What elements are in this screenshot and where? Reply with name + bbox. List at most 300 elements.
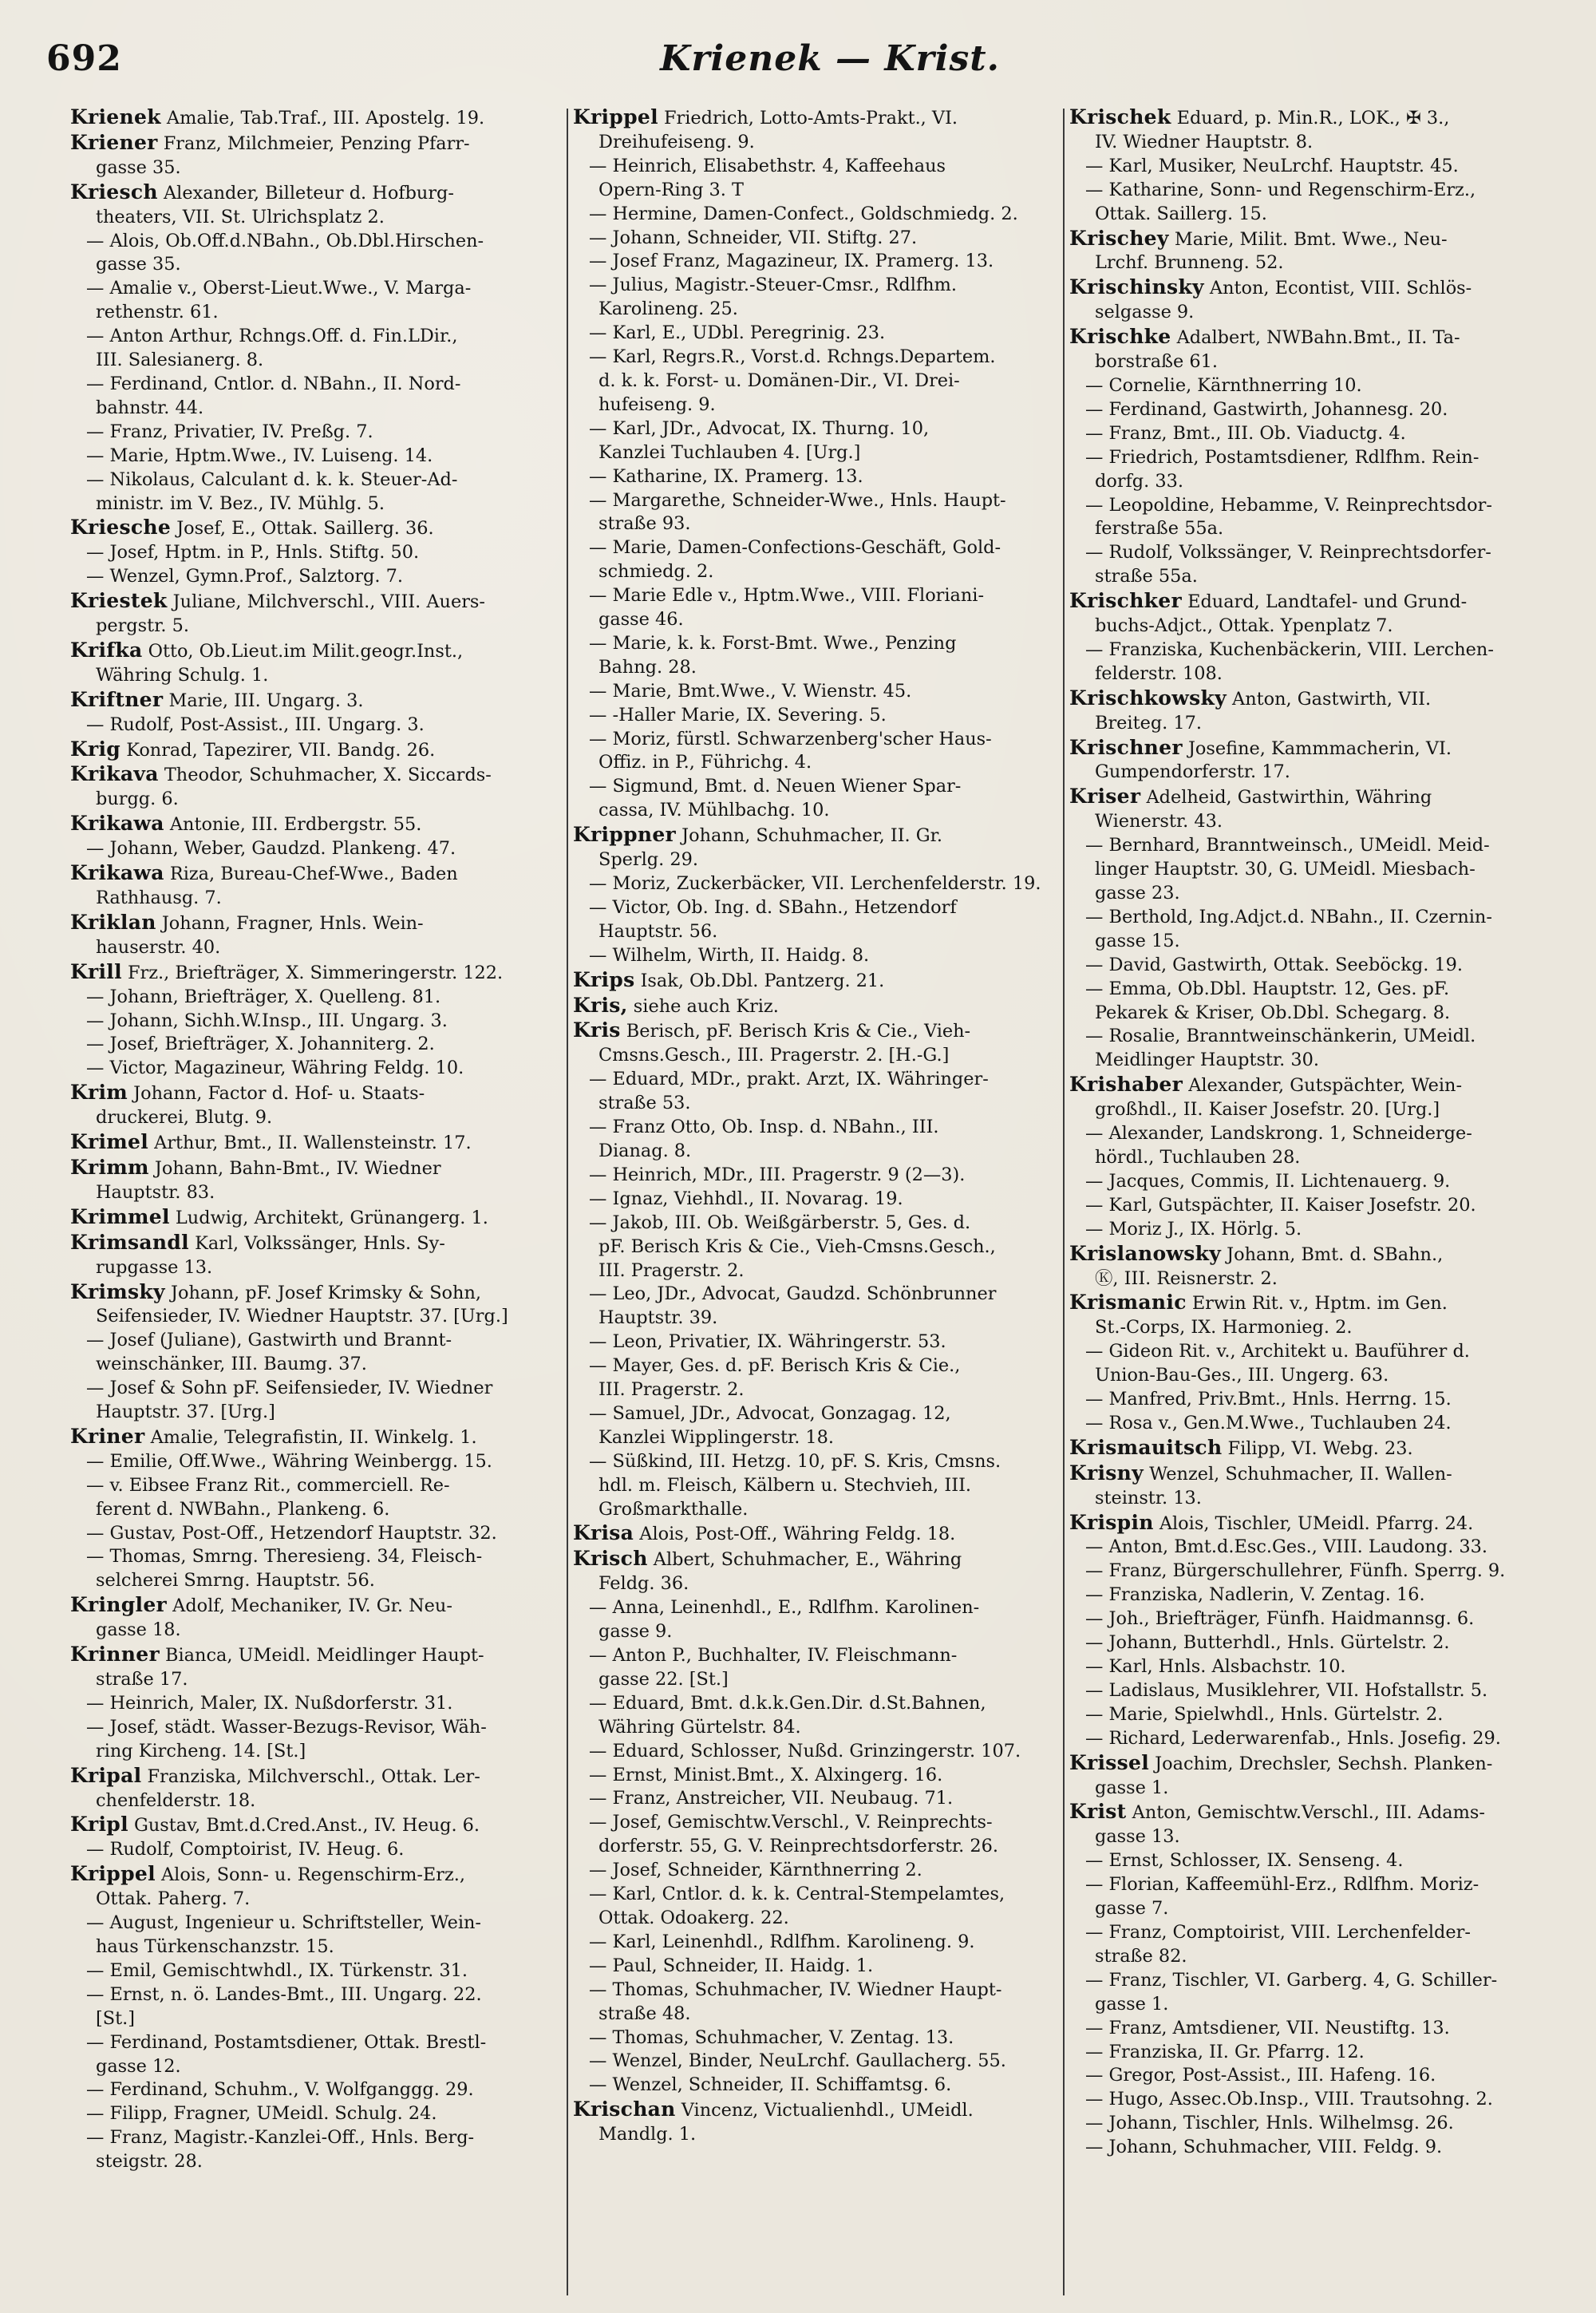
directory-entry-line <box>70 1912 578 1935</box>
entry-text: Opern-Ring 3. T <box>598 179 744 200</box>
directory-entry-line <box>1069 1584 1577 1607</box>
surname: Kriklan <box>70 910 156 934</box>
entry-text: — Anton, Bmt.d.Esc.Ges., VIII. Laudong. 33. <box>1085 1536 1487 1558</box>
entry-text: — Johann, Briefträger, X. Quelleng. 81. <box>86 986 441 1007</box>
directory-entry-head <box>70 861 578 887</box>
entry-text: Berisch, pF. Berisch Kris & Cie., Vieh- <box>620 1021 971 1042</box>
directory-entry-line <box>573 1668 1080 1692</box>
entry-text: — Wilhelm, Wirth, II. Haidg. 8. <box>589 944 870 966</box>
entry-text: — Johann, Weber, Gaudzd. Plankeng. 47. <box>86 838 456 860</box>
entry-text: — Karl, Musiker, NeuLrchf. Hauptstr. 45. <box>1085 155 1459 176</box>
directory-entry-line <box>70 230 578 254</box>
entry-text: — Franz, Anstreicher, VII. Neubaug. 71. <box>589 1788 954 1809</box>
surname: Kriestek <box>70 589 168 613</box>
entry-text: — Ignaz, Viehhdl., II. Novarag. 19. <box>589 1188 903 1209</box>
entry-text: — Moriz, Zuckerbäcker, VII. Lerchenfelderstr. 19. <box>589 873 1041 894</box>
directory-entry-line <box>1069 422 1577 446</box>
entry-text: straße 17. <box>96 1669 188 1690</box>
surname: Krischke <box>1069 325 1171 349</box>
directory-entry-line <box>1069 1703 1577 1727</box>
entry-text: Großmarkthalle. <box>598 1498 749 1520</box>
directory-entry-head <box>573 968 1080 994</box>
directory-entry-line <box>573 227 1080 251</box>
directory-entry-line <box>70 1983 578 2007</box>
entry-text: Friedrich, Lotto-Amts-Prakt., VI. <box>658 108 958 128</box>
directory-entry-line <box>573 417 1080 441</box>
entry-text: — Marie, Bmt.Wwe., V. Wienstr. 45. <box>589 680 912 702</box>
entry-text: — Marie, Damen-Confections-Geschäft, Gold- <box>589 537 1001 559</box>
entry-text: — Emilie, Off.Wwe., Währing Weinbergg. 15. <box>86 1450 492 1472</box>
directory-entry-line <box>1069 2041 1577 2065</box>
entry-text: gasse 23. <box>1095 883 1180 903</box>
entry-text: Kanzlei Tuchlauben 4. [Urg.] <box>598 441 861 463</box>
entry-text: Wienerstr. 43. <box>1095 811 1223 832</box>
entry-text: Wenzel, Schuhmacher, II. Wallen- <box>1143 1463 1452 1485</box>
entry-text: — David, Gastwirth, Ottak. Seeböckg. 19. <box>1085 954 1464 975</box>
directory-entry-head <box>70 1813 578 1838</box>
entry-text: Hauptstr. 56. <box>598 920 718 942</box>
entry-text: gasse 7. <box>1095 1898 1169 1920</box>
entry-text: Gustav, Bmt.d.Cred.Anst., IV. Heug. 6. <box>128 1815 480 1837</box>
entry-text: Ottak. Paherg. 7. <box>96 1888 251 1910</box>
entry-text: gasse 35. <box>96 156 181 178</box>
directory-entry-head <box>1069 325 1577 350</box>
entry-text: — Hermine, Damen-Confect., Goldschmiedg. 2. <box>589 203 1018 224</box>
surname: Krispin <box>1069 1510 1154 1534</box>
entry-text: — Ladislaus, Musiklehrer, VII. Hofstallstr. 5. <box>1085 1679 1488 1701</box>
directory-entry-line <box>1069 251 1577 275</box>
directory-entry-line <box>1069 662 1577 686</box>
entry-text: Filipp, VI. Webg. 23. <box>1222 1437 1413 1459</box>
entry-text: — Josef, Briefträger, X. Johanniterg. 2. <box>86 1034 435 1055</box>
surname: Kriesche <box>70 516 172 540</box>
entry-text: — Katharine, Sonn- und Regenschirm-Erz., <box>1085 179 1476 200</box>
directory-entry-line <box>573 751 1080 775</box>
entry-text: pergstr. 5. <box>96 615 189 637</box>
directory-entry-line <box>70 1619 578 1643</box>
directory-entry-line <box>1069 155 1577 179</box>
directory-entry-line <box>70 664 578 688</box>
directory-column-2 <box>573 105 1080 2292</box>
surname: Krischey <box>1069 226 1169 250</box>
directory-entry-line <box>573 179 1080 203</box>
entry-text: Ludwig, Architekt, Grünangerg. 1. <box>169 1207 488 1228</box>
entry-text: — Jacques, Commis, II. Lichtenauerg. 9. <box>1085 1170 1451 1192</box>
directory-entry-line <box>70 1935 578 1959</box>
entry-text: Union-Bau-Ges., III. Ungerg. 63. <box>1095 1365 1389 1386</box>
directory-entry-line <box>1069 131 1577 155</box>
entry-text: — Gregor, Post-Assist., III. Hafeng. 16. <box>1085 2065 1436 2086</box>
directory-entry-line <box>70 1959 578 1983</box>
entry-text: Franziska, Milchverschl., Ottak. Ler- <box>141 1765 480 1787</box>
directory-entry-head <box>1069 686 1577 712</box>
surname: Kripal <box>70 1763 142 1787</box>
surname: Krim <box>70 1081 128 1105</box>
directory-entry-line <box>573 1596 1080 1620</box>
directory-entry-line <box>70 325 578 349</box>
directory-entry-line <box>70 445 578 469</box>
entry-text: — Alexander, Landskrong. 1, Schneiderge- <box>1085 1123 1472 1145</box>
directory-entry-line <box>1069 1873 1577 1897</box>
entry-text: gasse 1. <box>1095 1993 1169 2014</box>
entry-text: — Bernhard, Branntweinsch., UMeidl. Meid- <box>1085 835 1490 856</box>
directory-entry-line <box>573 274 1080 298</box>
directory-entry-line <box>1069 446 1577 470</box>
entry-text: — Karl, Gutspächter, II. Kaiser Josefstr. 20. <box>1085 1194 1476 1216</box>
directory-entry-line <box>1069 1777 1577 1801</box>
entry-text: — Marie Edle v., Hptm.Wwe., VIII. Floriani- <box>589 585 985 607</box>
running-head: Krienek — Krist. <box>660 38 1000 79</box>
entry-text: — Josef & Sohn pF. Seifensieder, IV. Wiedner <box>86 1378 493 1399</box>
entry-text: straße 82. <box>1095 1945 1187 1967</box>
directory-entry-line <box>1069 1631 1577 1655</box>
directory-entry-line <box>70 2078 578 2102</box>
directory-entry-head <box>70 1156 578 1181</box>
entry-text: Johann, Schuhmacher, II. Gr. <box>676 825 943 847</box>
entry-text: — Leopoldine, Hebamme, V. Reinprechtsdor- <box>1085 494 1492 516</box>
directory-entry-head <box>1069 1751 1577 1777</box>
entry-text: Johann, Bmt. d. SBahn., <box>1221 1243 1444 1265</box>
entry-text: — Ernst, Schlosser, IX. Senseng. 4. <box>1085 1850 1404 1872</box>
entry-text: Bianca, UMeidl. Meidlinger Haupt- <box>159 1645 484 1667</box>
directory-entry-line <box>573 584 1080 608</box>
directory-entry-line <box>573 560 1080 584</box>
directory-entry-line <box>1069 1194 1577 1218</box>
entry-text: — Ferdinand, Cntlor. d. NBahn., II. Nord- <box>86 373 461 394</box>
surname: Krippel <box>573 105 658 128</box>
entry-text: Hauptstr. 37. [Urg.] <box>96 1402 275 1423</box>
entry-text: selcherei Smrng. Hauptstr. 56. <box>96 1570 375 1591</box>
entry-text: Riza, Bureau-Chef-Wwe., Baden <box>164 864 458 885</box>
directory-entry-line <box>1069 858 1577 882</box>
entry-text: Franz, Milchmeier, Penzing Pfarr- <box>157 132 470 154</box>
entry-text: dorferstr. 55, G. V. Reinprechtsdorferstr. 26. <box>598 1836 999 1857</box>
entry-text: — Marie, k. k. Forst-Bmt. Wwe., Penzing <box>589 632 957 654</box>
directory-entry-head <box>70 911 578 936</box>
directory-entry-line <box>573 1212 1080 1236</box>
directory-entry-head <box>1069 785 1577 810</box>
directory-entry-line <box>70 1377 578 1401</box>
surname: Krisa <box>573 1521 634 1545</box>
directory-entry-line <box>70 1181 578 1205</box>
directory-entry-line <box>70 1474 578 1498</box>
surname: Krischner <box>1069 735 1183 759</box>
entry-text: — Ernst, Minist.Bmt., X. Alxingerg. 16. <box>589 1764 943 1785</box>
directory-entry-head <box>70 1081 578 1106</box>
directory-entry-line <box>573 632 1080 656</box>
directory-entry-head <box>573 994 1080 1019</box>
directory-entry-line <box>70 1692 578 1716</box>
directory-entry-line <box>573 1354 1080 1378</box>
directory-entry-line <box>70 1522 578 1546</box>
entry-text: — Eduard, MDr., prakt. Arzt, IX. Währinger- <box>589 1069 989 1090</box>
entry-text: Lrchf. Brunneng. 52. <box>1095 252 1284 274</box>
directory-entry-line <box>1069 1002 1577 1026</box>
entry-text: gasse 12. <box>96 2055 181 2077</box>
directory-column-1 <box>70 105 578 2292</box>
surname: Krill <box>70 959 122 983</box>
directory-entry-line <box>70 541 578 565</box>
surname: Krischinsky <box>1069 275 1204 299</box>
directory-entry-head <box>573 2098 1080 2123</box>
directory-entry-line <box>573 1644 1080 1668</box>
entry-text: Adalbert, NWBahn.Bmt., II. Ta- <box>1171 327 1460 349</box>
entry-text: — Karl, Leinenhdl., Rdlfhm. Karolineng. 9. <box>589 1931 975 1952</box>
directory-entry-line <box>573 2074 1080 2098</box>
surname: Krist <box>1069 1800 1127 1824</box>
entry-text: — Rosalie, Branntweinschänkerin, UMeidl. <box>1085 1026 1476 1047</box>
entry-text: Sperlg. 29. <box>598 849 698 871</box>
entry-text: Seifensieder, IV. Wiedner Hauptstr. 37. [Urg.] <box>96 1306 508 1327</box>
entry-text: Ottak. Odoakerg. 22. <box>598 1907 789 1928</box>
entry-text: Währing Gürtelstr. 84. <box>598 1716 801 1738</box>
directory-entry-line <box>1069 1267 1577 1291</box>
entry-text: — Marie, Spielwhdl., Hnls. Gürtelstr. 2. <box>1085 1703 1444 1725</box>
entry-text: — Karl, JDr., Advocat, IX. Thurng. 10, <box>589 417 930 439</box>
directory-entry-line <box>70 1789 578 1813</box>
directory-entry-line <box>573 489 1080 513</box>
directory-entry-line <box>573 1426 1080 1450</box>
directory-entry-line <box>1069 1607 1577 1631</box>
directory-entry-line <box>70 936 578 960</box>
directory-entry-line <box>1069 2112 1577 2136</box>
surname: Kriner <box>70 1424 145 1448</box>
directory-entry-head <box>70 688 578 714</box>
directory-entry-head <box>573 823 1080 848</box>
surname: Krikawa <box>70 812 164 836</box>
directory-entry-line <box>1069 1025 1577 1049</box>
directory-entry-line <box>573 848 1080 872</box>
entry-text: — Gustav, Post-Off., Hetzendorf Hauptstr. 32. <box>86 1522 497 1544</box>
directory-entry-line <box>70 397 578 421</box>
directory-entry-line <box>70 421 578 445</box>
surname: Krimsky <box>70 1279 165 1303</box>
entry-text: Isak, Ob.Dbl. Pantzerg. 21. <box>634 970 885 991</box>
entry-text: — Paul, Schneider, II. Haidg. 1. <box>589 1955 874 1976</box>
entry-text: — Rudolf, Comptoirist, IV. Heug. 6. <box>86 1839 405 1860</box>
directory-entry-line <box>1069 712 1577 736</box>
entry-text: Karl, Volkssänger, Hnls. Sy- <box>188 1232 445 1254</box>
directory-entry-line <box>573 1883 1080 1907</box>
entry-text: Joachim, Drechsler, Sechsh. Planken- <box>1149 1753 1493 1774</box>
entry-text: — Thomas, Schuhmacher, V. Zentag. 13. <box>589 2026 954 2048</box>
entry-text: hauserstr. 40. <box>96 936 221 958</box>
directory-entry-line <box>1069 541 1577 565</box>
surname: Krismanic <box>1069 1291 1187 1315</box>
directory-entry-line <box>70 2150 578 2174</box>
directory-entry-line <box>573 1378 1080 1402</box>
directory-entry-line <box>1069 639 1577 662</box>
directory-entry-head <box>573 105 1080 131</box>
entry-text: Kanzlei Wipplingerstr. 18. <box>598 1426 835 1448</box>
entry-text: — Franziska, Nadlerin, V. Zentag. 16. <box>1085 1584 1425 1606</box>
entry-text: gasse 15. <box>1095 930 1180 951</box>
entry-text: Johann, Fragner, Hnls. Wein- <box>156 912 424 934</box>
surname: Krinner <box>70 1643 160 1667</box>
entry-text: gasse 35. <box>96 254 181 275</box>
directory-entry-line <box>573 322 1080 346</box>
directory-entry-line <box>573 203 1080 227</box>
entry-text: dorfg. 33. <box>1095 470 1183 492</box>
directory-entry-line <box>1069 1316 1577 1340</box>
entry-text: Antonie, III. Erdbergstr. 55. <box>164 814 422 836</box>
directory-entry-line <box>573 393 1080 417</box>
directory-entry-line <box>1069 1969 1577 1993</box>
directory-entry-line <box>70 887 578 911</box>
directory-entry-line <box>573 944 1080 968</box>
directory-entry-line <box>1069 517 1577 541</box>
entry-text: großhdl., II. Kaiser Josefstr. 20. [Urg.] <box>1095 1099 1440 1121</box>
directory-entry-line <box>70 837 578 861</box>
directory-entry-line <box>573 775 1080 799</box>
entry-text: — Anton Arthur, Rchngs.Off. d. Fin.LDir., <box>86 326 458 347</box>
entry-text: — Anton P., Buchhalter, IV. Fleischmann- <box>589 1645 958 1666</box>
entry-text: — Franziska, Kuchenbäckerin, VIII. Lerchen- <box>1085 639 1494 660</box>
entry-text: — Franz, Amtsdiener, VII. Neustiftg. 13. <box>1085 2017 1450 2038</box>
directory-entry-line <box>1069 1921 1577 1945</box>
entry-text: — Moriz J., IX. Hörlg. 5. <box>1085 1218 1302 1240</box>
directory-entry-line <box>1069 930 1577 954</box>
directory-entry-line <box>573 872 1080 896</box>
entry-text: linger Hauptstr. 30, G. UMeidl. Miesbach- <box>1095 859 1476 880</box>
directory-entry-line <box>1069 906 1577 930</box>
entry-text: Alois, Post-Off., Währing Feldg. 18. <box>634 1524 956 1545</box>
surname: Krips <box>573 967 635 991</box>
entry-text: — Joh., Briefträger, Fünfh. Haidmannsg. 6. <box>1085 1608 1475 1630</box>
directory-entry-line <box>573 536 1080 560</box>
entry-text: — Ernst, n. ö. Landes-Bmt., III. Ungarg. 22. <box>86 1983 482 2005</box>
entry-text: ring Kircheng. 14. [St.] <box>96 1740 306 1761</box>
entry-text: Ⓚ, III. Reisnerstr. 2. <box>1095 1267 1278 1289</box>
directory-entry-head <box>70 1764 578 1789</box>
entry-text: — Rudolf, Post-Assist., III. Ungarg. 3. <box>86 714 425 735</box>
surname: Kriener <box>70 130 158 154</box>
surname: Kriser <box>1069 785 1141 809</box>
entry-text: gasse 22. [St.] <box>598 1668 729 1690</box>
directory-entry-line <box>573 1498 1080 1522</box>
directory-entry-line <box>573 704 1080 728</box>
directory-entry-line <box>70 1010 578 1034</box>
directory-entry-head <box>70 1862 578 1888</box>
entry-text: Alexander, Gutspächter, Wein- <box>1183 1075 1463 1097</box>
directory-entry-line <box>1069 978 1577 1002</box>
entry-text: Alois, Tischler, UMeidl. Pfarrg. 24. <box>1153 1512 1474 1534</box>
directory-entry-line <box>70 1450 578 1474</box>
entry-text: Ottak. Saillerg. 15. <box>1095 203 1267 224</box>
directory-entry-line <box>70 1401 578 1425</box>
entry-text: — Karl, Hnls. Alsbachstr. 10. <box>1085 1656 1346 1677</box>
entry-text: Offiz. in P., Führichg. 4. <box>598 752 812 773</box>
directory-entry-line <box>573 1116 1080 1140</box>
entry-text: — Samuel, JDr., Advocat, Gonzagag. 12, <box>589 1402 951 1424</box>
entry-text: — Karl, Cntlor. d. k. k. Central-Stempelamtes, <box>589 1884 1005 1905</box>
surname: Krisch <box>573 1547 648 1571</box>
entry-text: Adolf, Mechaniker, IV. Gr. Neu- <box>167 1595 452 1617</box>
directory-entry-line <box>1069 2088 1577 2112</box>
entry-text: Josef, E., Ottak. Saillerg. 36. <box>171 518 434 540</box>
directory-entry-head <box>70 1130 578 1156</box>
entry-text: borstraße 61. <box>1095 351 1218 373</box>
directory-entry-line <box>1069 203 1577 227</box>
entry-text: hördl., Tuchlauben 28. <box>1095 1146 1301 1168</box>
directory-column-3 <box>1069 105 1577 2292</box>
entry-text: Feldg. 36. <box>598 1573 689 1595</box>
directory-entry-head <box>70 1593 578 1619</box>
directory-entry-line <box>573 2123 1080 2147</box>
entry-text: — Margarethe, Schneider-Wwe., Hnls. Haupt- <box>589 489 1006 511</box>
directory-entry-head <box>1069 227 1577 252</box>
directory-entry-head <box>70 737 578 763</box>
entry-text: Marie, Milit. Bmt. Wwe., Neu- <box>1168 228 1448 250</box>
entry-text: Johann, pF. Josef Krimsky & Sohn, <box>164 1282 481 1303</box>
directory-entry-line <box>70 1716 578 1740</box>
entry-text: — Wenzel, Schneider, II. Schiffamtsg. 6. <box>589 2074 952 2096</box>
surname: Kris <box>573 1018 621 1042</box>
entry-text: druckerei, Blutg. 9. <box>96 1107 273 1129</box>
entry-text: schmiedg. 2. <box>598 561 714 583</box>
entry-text: — Ferdinand, Gastwirth, Johannesg. 20. <box>1085 398 1448 420</box>
directory-entry-line <box>1069 470 1577 494</box>
entry-text: — Mayer, Ges. d. pF. Berisch Kris & Cie., <box>589 1355 961 1377</box>
directory-entry-head <box>70 812 578 837</box>
directory-entry-line <box>70 1353 578 1377</box>
entry-text: Frz., Briefträger, X. Simmeringerstr. 122. <box>121 962 504 983</box>
entry-text: Vincenz, Victualienhdl., UMeidl. <box>675 2100 974 2121</box>
entry-text: gasse 9. <box>598 1621 673 1643</box>
directory-entry-line <box>1069 834 1577 858</box>
surname: Kriesch <box>70 180 158 204</box>
entry-text: IV. Wiedner Hauptstr. 8. <box>1095 131 1314 152</box>
directory-entry-line <box>573 1955 1080 1979</box>
directory-entry-line <box>1069 1727 1577 1751</box>
directory-entry-line <box>573 680 1080 704</box>
entry-text: — Franz, Tischler, VI. Garberg. 4, G. Schiller- <box>1085 1969 1498 1991</box>
directory-entry-line <box>573 298 1080 322</box>
directory-entry-head <box>573 1521 1080 1547</box>
entry-text: — Josef, Gemischtw.Verschl., V. Reinprechts- <box>589 1812 993 1833</box>
directory-entry-line <box>573 1740 1080 1764</box>
entry-text: Hauptstr. 83. <box>96 1181 215 1203</box>
entry-text: — Amalie v., Oberst-Lieut.Wwe., V. Marga- <box>86 278 472 299</box>
entry-text: chenfelderstr. 18. <box>96 1789 256 1811</box>
entry-text: — Ferdinand, Schuhm., V. Wolfganggg. 29. <box>86 2079 474 2101</box>
entry-text: Erwin Rit. v., Hptm. im Gen. <box>1186 1293 1448 1315</box>
entry-text: — Johann, Schuhmacher, VIII. Feldg. 9. <box>1085 2137 1443 2158</box>
entry-text: — Filipp, Fragner, UMeidl. Schulg. 24. <box>86 2103 437 2125</box>
entry-text: ministr. im V. Bez., IV. Mühlg. 5. <box>96 492 385 514</box>
entry-text: — Josef (Juliane), Gastwirth und Brannt- <box>86 1330 452 1351</box>
directory-entry-line <box>1069 374 1577 398</box>
entry-text: — Katharine, IX. Pramerg. 13. <box>589 465 863 487</box>
entry-text: Josefine, Kammmacherin, VI. <box>1182 737 1452 759</box>
directory-entry-head <box>573 1547 1080 1572</box>
entry-text: — Franziska, II. Gr. Pfarrg. 12. <box>1085 2041 1365 2062</box>
entry-text: — Sigmund, Bmt. d. Neuen Wiener Spar- <box>589 776 962 797</box>
entry-text: Theodor, Schuhmacher, X. Siccards- <box>158 765 492 786</box>
directory-entry-head <box>70 180 578 206</box>
entry-text: [St.] <box>96 2007 135 2029</box>
surname: Krischker <box>1069 589 1182 613</box>
directory-entry-head <box>1069 1436 1577 1461</box>
entry-text: — Johann, Tischler, Hnls. Wilhelmsg. 26. <box>1085 2113 1454 2134</box>
directory-entry-line <box>1069 1655 1577 1679</box>
entry-text: — August, Ingenieur u. Schriftsteller, Wein- <box>86 1912 481 1934</box>
entry-text: — Emil, Gemischtwhdl., IX. Türkenstr. 31. <box>86 1959 468 1981</box>
directory-entry-line <box>573 1044 1080 1068</box>
surname: Krimsandl <box>70 1230 189 1254</box>
entry-text: Alexander, Billeteur d. Hofburg- <box>157 182 454 204</box>
directory-entry-line <box>1069 1849 1577 1873</box>
